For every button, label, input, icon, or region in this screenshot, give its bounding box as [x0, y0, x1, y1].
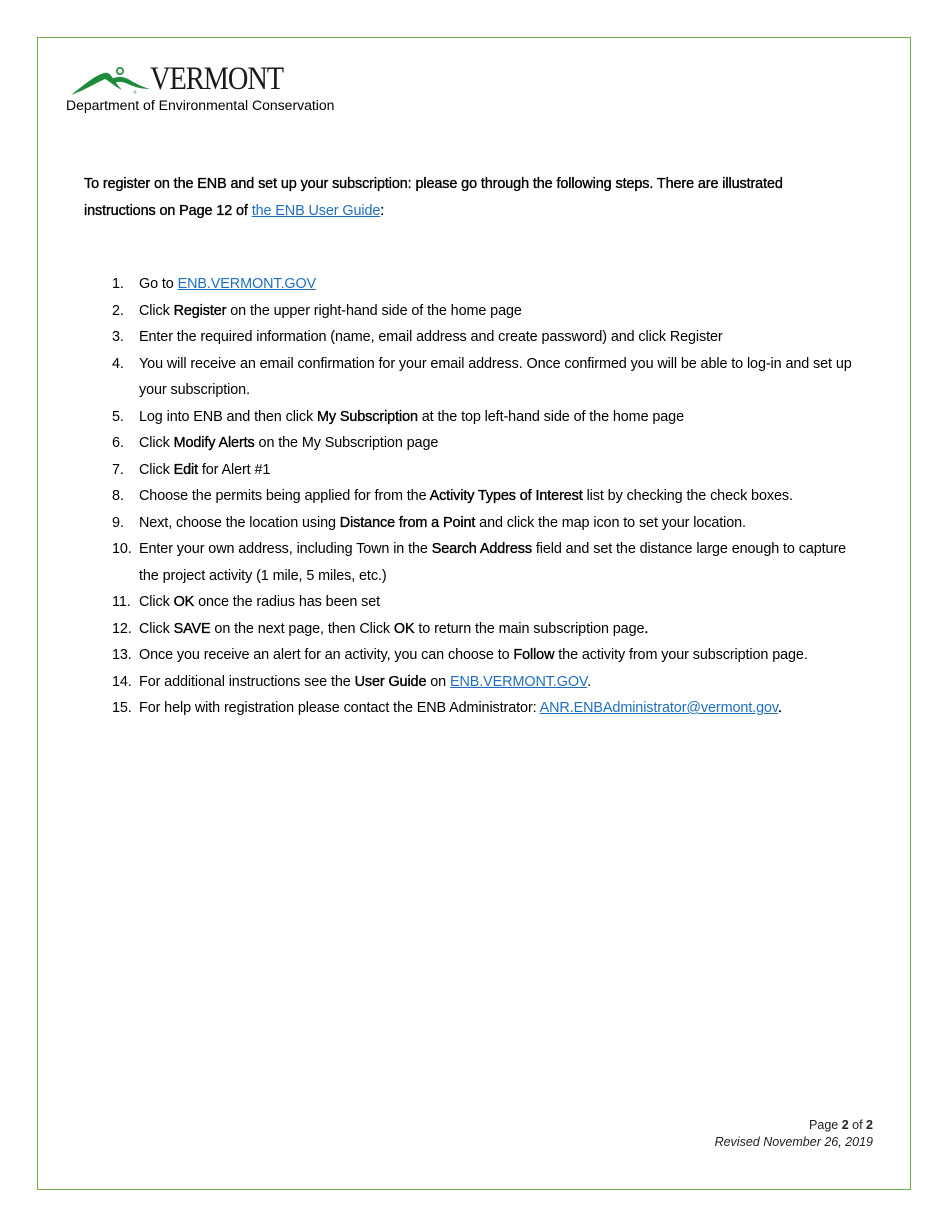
step-text: and click the map icon to set your location.	[475, 514, 746, 531]
list-item	[84, 695, 864, 722]
list-item	[84, 510, 864, 537]
admin-email-link[interactable]: ANR.ENBAdministrator@vermont.gov	[539, 700, 778, 716]
agency-logo	[66, 63, 366, 115]
registration-steps-list	[84, 271, 864, 722]
user-guide-link[interactable]: the ENB User Guide	[251, 202, 381, 219]
page-label: Page	[809, 1118, 842, 1132]
step-text: on	[426, 673, 450, 690]
step-number: 2.	[112, 302, 124, 319]
step-text: once the radius has been set	[194, 594, 381, 610]
list-item	[84, 271, 864, 298]
step-text: Click	[139, 594, 174, 610]
step-keyword: Activity Types of Interest	[429, 488, 583, 504]
list-item	[84, 351, 864, 404]
enb-website-link[interactable]: ENB.VERMONT.GOV	[449, 673, 588, 690]
list-item	[84, 669, 864, 696]
step-keyword: OK	[173, 594, 195, 610]
step-keyword: Search Address	[431, 541, 532, 557]
step-number: 4.	[112, 355, 124, 372]
step-keyword: .	[777, 700, 782, 716]
intro-paragraph	[84, 171, 844, 224]
step-keyword: .	[644, 620, 649, 637]
step-text: Click	[139, 461, 174, 478]
list-item	[84, 457, 864, 484]
list-item	[84, 642, 864, 669]
step-keyword: OK	[393, 620, 415, 637]
step-text: for Alert #1	[197, 461, 271, 478]
step-text: to return the main subscription page	[414, 620, 645, 637]
intro-suffix: :	[380, 202, 385, 219]
step-number: 1.	[112, 276, 124, 292]
step-text: Once you receive an alert for an activity, you can choose to	[139, 647, 514, 663]
page-current: 2	[841, 1118, 849, 1132]
step-text: Choose the permits being applied for from the	[139, 488, 430, 504]
step-number: 6.	[112, 435, 124, 451]
list-item	[84, 536, 864, 589]
step-text: on the upper right-hand side of the home page	[226, 302, 522, 319]
step-text: list by checking the check boxes.	[582, 488, 793, 504]
step-text: on the next page, then Click	[210, 620, 394, 637]
list-item	[84, 616, 864, 643]
step-number: 12.	[112, 620, 132, 637]
list-item	[84, 324, 864, 351]
step-number: 7.	[112, 461, 124, 478]
list-item	[84, 430, 864, 457]
step-text: Next, choose the location using	[139, 514, 340, 531]
step-text: Click	[139, 435, 174, 451]
step-text: You will receive an email confirmation for your email address. Once confirmed you will be able to log-in and set up your subscription.	[139, 355, 852, 398]
list-item	[84, 483, 864, 510]
step-keyword: Distance from a Point	[339, 514, 476, 531]
page-total: 2	[866, 1118, 873, 1132]
step-number: 14.	[112, 673, 132, 690]
step-text: at the top left-hand side of the home page	[417, 408, 684, 425]
step-text: For help with registration please contact the ENB Administrator:	[139, 700, 540, 716]
page-footer	[715, 1117, 873, 1151]
revision-date: Revised November 26, 2019	[714, 1135, 873, 1149]
logo-wordmark: VERMONT	[150, 61, 284, 97]
step-keyword: Edit	[173, 461, 198, 478]
step-keyword: Register	[173, 302, 227, 319]
step-number: 13.	[112, 647, 132, 663]
vermont-mountain-logo-icon	[70, 65, 152, 97]
step-number: 11.	[112, 594, 131, 610]
svg-text:®: ®	[133, 90, 137, 95]
intro-text: To register on the ENB and set up your subscription: please go through the following steps. There are illustrated instructions on Page 12 of	[84, 176, 783, 219]
step-text: Go to	[139, 276, 178, 292]
step-keyword: My Subscription	[317, 408, 418, 425]
step-text: the activity from your subscription page.	[554, 647, 808, 663]
list-item	[84, 404, 864, 431]
step-text: For additional instructions see the	[139, 673, 355, 690]
step-text: Enter the required information (name, email address and create password) and click Register	[139, 329, 723, 345]
enb-website-link[interactable]: ENB.VERMONT.GOV	[177, 276, 317, 292]
step-keyword: SAVE	[173, 620, 211, 637]
list-item	[84, 589, 864, 616]
step-number: 5.	[112, 408, 124, 425]
step-text: Log into ENB and then click	[139, 408, 317, 425]
page-of-label: of	[848, 1118, 867, 1132]
step-text: field and set the distance large enough to capture the project activity (1 mile, 5 miles, etc.)	[139, 541, 847, 584]
step-keyword: Modify Alerts	[173, 435, 255, 451]
step-keyword: User Guide	[354, 673, 427, 690]
step-text: Enter your own address, including Town in the	[139, 541, 432, 557]
step-text: Click	[139, 620, 174, 637]
step-text: Click	[139, 302, 174, 319]
step-text: on the My Subscription page	[254, 435, 439, 451]
step-number: 8.	[112, 488, 124, 504]
department-name: Department of Environmental Conservation	[66, 97, 335, 113]
list-item	[84, 298, 864, 325]
step-text: .	[587, 673, 591, 690]
step-keyword: Follow	[513, 647, 555, 663]
step-number: 10.	[112, 541, 132, 557]
step-number: 9.	[112, 514, 124, 531]
step-number: 3.	[112, 329, 124, 345]
step-number: 15.	[112, 700, 132, 716]
page-number	[715, 1117, 873, 1134]
